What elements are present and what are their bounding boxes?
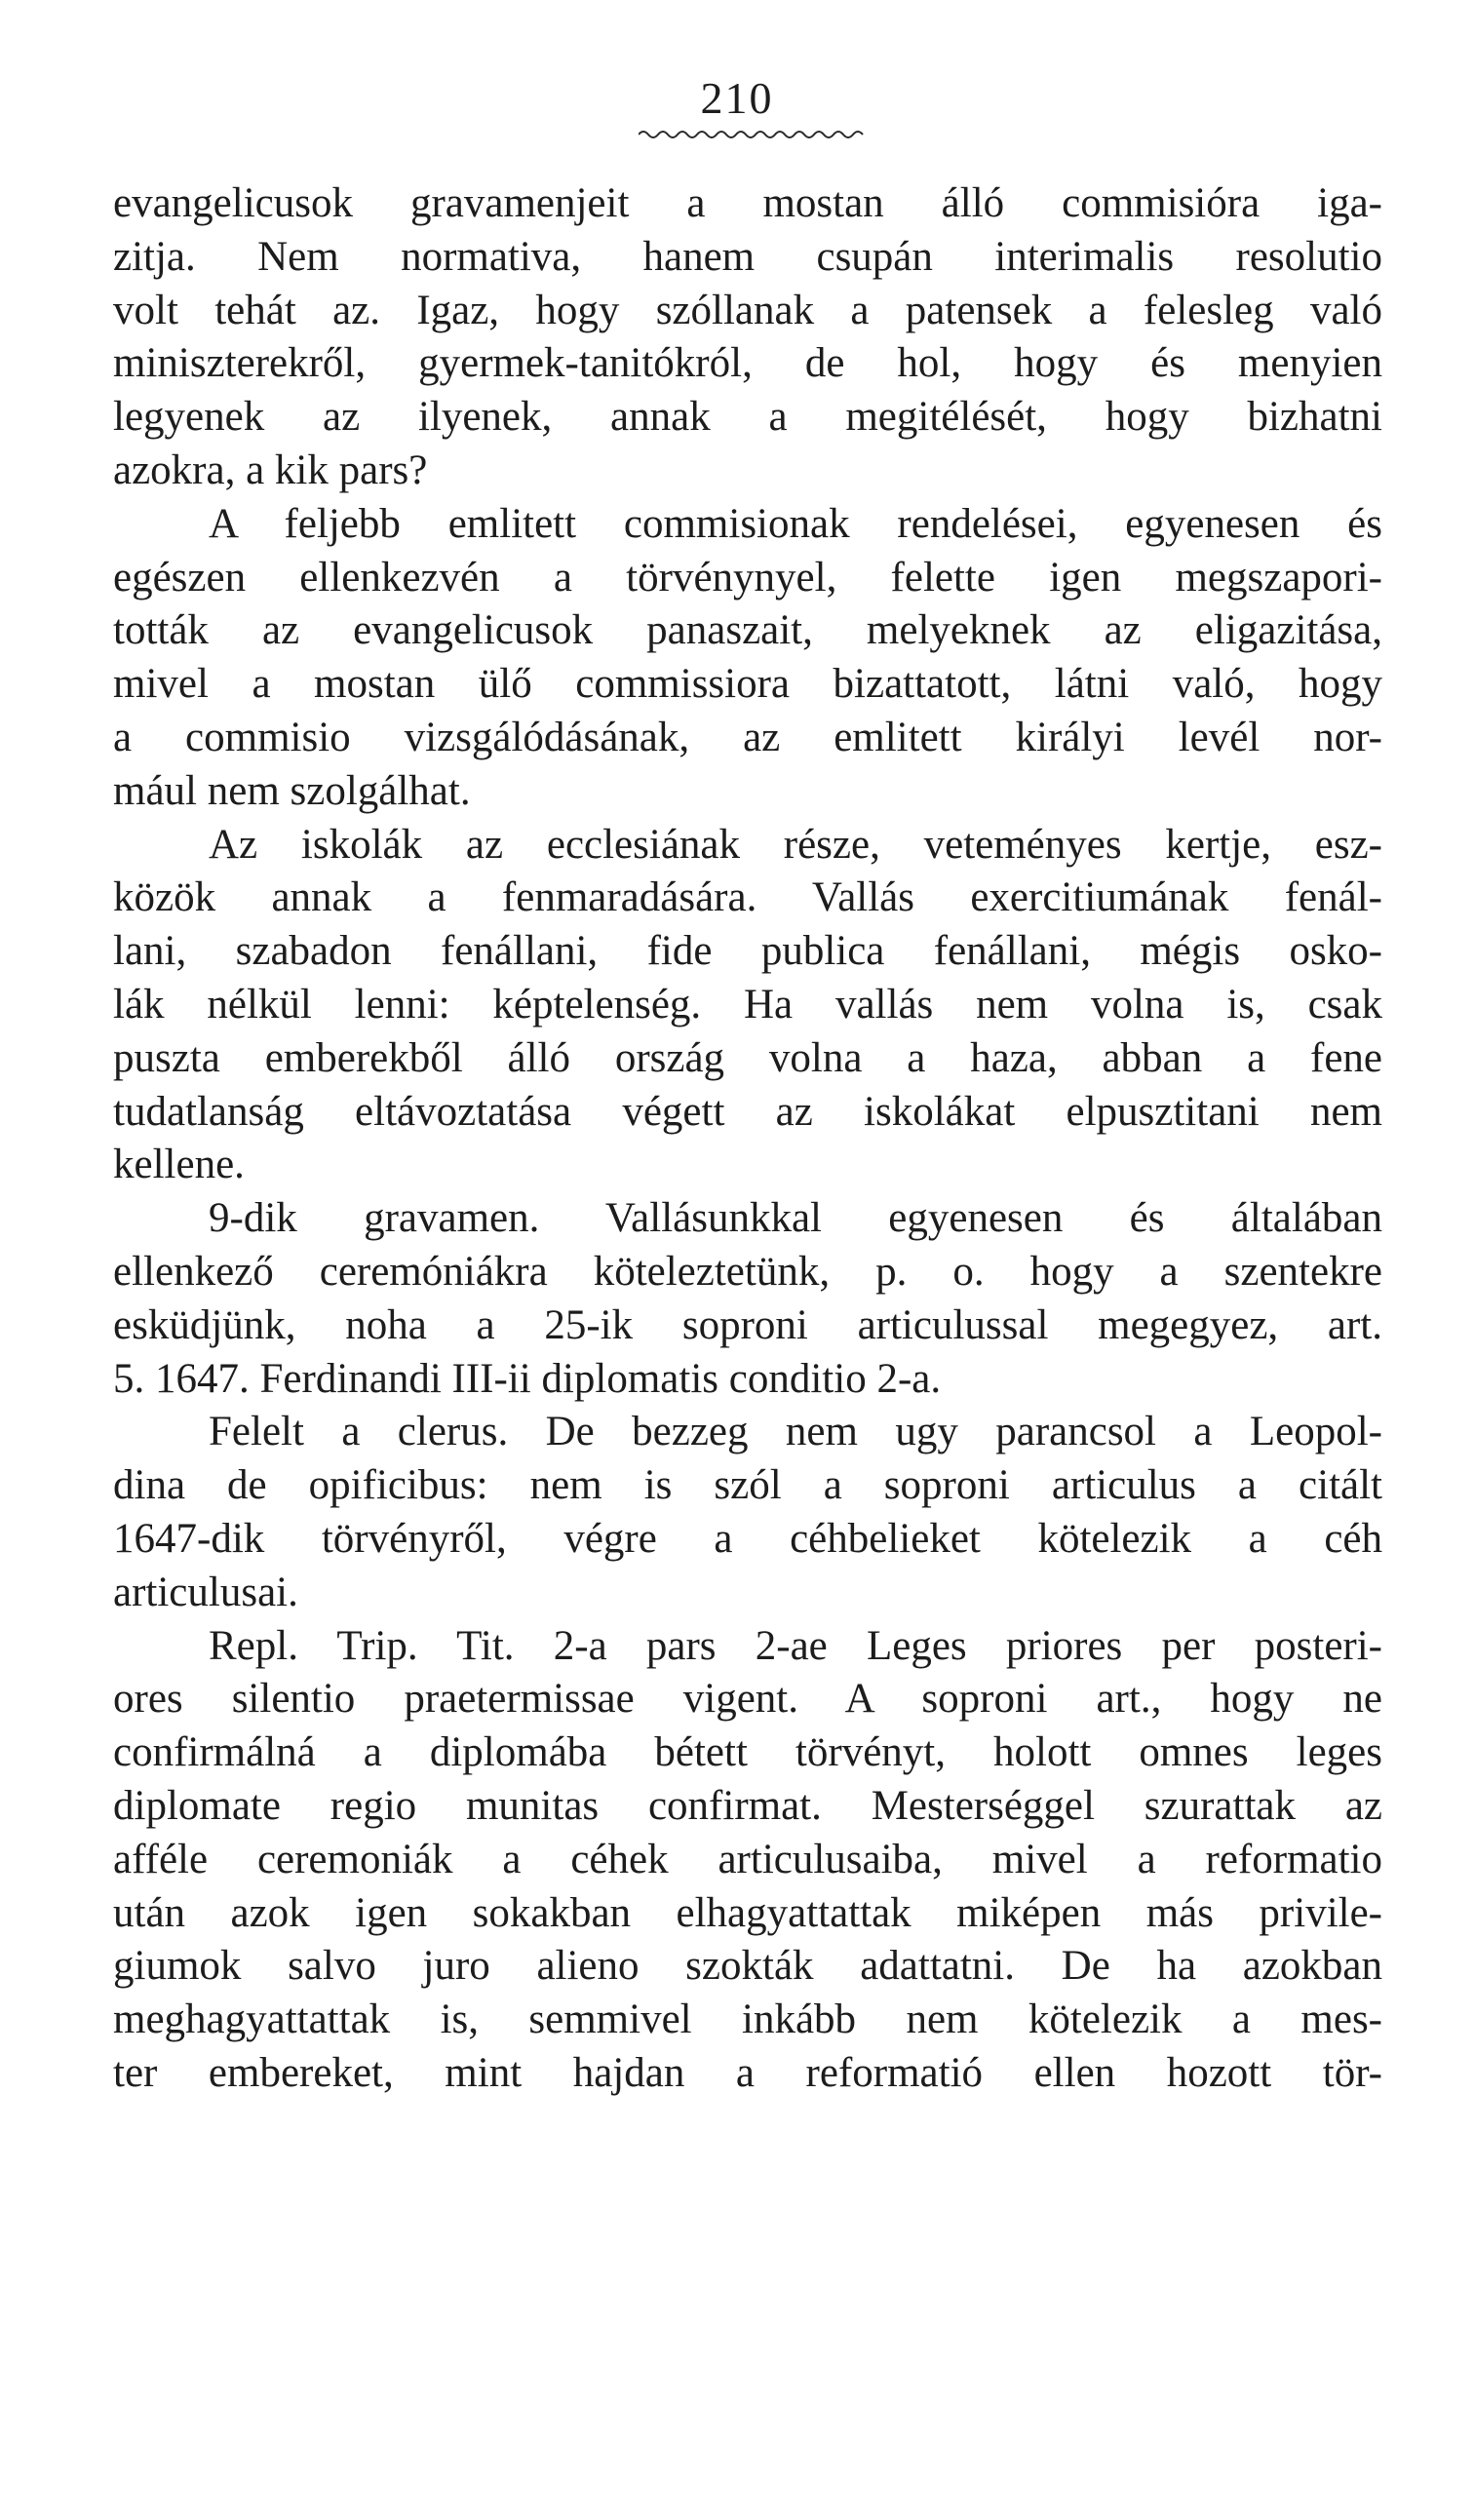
wavy-rule-ornament	[639, 129, 865, 140]
text-line: mivel a mostan ülő commissiora bizattatott, látni való, hogy	[113, 661, 1382, 708]
text-line: Repl. Trip. Tit. 2-a pars 2-ae Leges priores per posteri-	[209, 1622, 1382, 1669]
text-line: puszta emberekből álló ország volna a haza, abban a fene	[113, 1034, 1382, 1081]
text-line: giumok salvo juro alieno szokták adattatni. De ha azokban	[113, 1943, 1382, 1990]
text-line: meghagyattattak is, semmivel inkább nem kötelezik a mes-	[113, 1997, 1382, 2043]
text-line: a commisio vizsgálódásának, az emlitett királyi levél nor-	[113, 714, 1382, 760]
text-line: zitja. Nem normativa, hanem csupán interimalis resolutio	[113, 233, 1382, 280]
text-line: azokra, a kik pars?	[113, 446, 428, 493]
body-text	[113, 177, 1382, 2101]
text-line: lák nélkül lenni: képtelenség. Ha vallás nem volna is, csak	[113, 981, 1382, 1027]
text-line: 1647-dik törvényről, végre a céhbelieket kötelezik a céh	[113, 1515, 1382, 1562]
text-line: után azok igen sokakban elhagyattattak miképen más privile-	[113, 1889, 1382, 1936]
text-line: dina de opificibus: nem is szól a soproni articulus a citált	[113, 1462, 1382, 1509]
text-line: A feljebb emlitett commisionak rendelései, egyenesen és	[209, 500, 1382, 547]
text-line: diplomate regio munitas confirmat. Mesterséggel szurattak az	[113, 1782, 1382, 1829]
text-line: articulusai.	[113, 1569, 298, 1615]
text-line: egészen ellenkezvén a törvénynyel, felette igen megszapori-	[113, 554, 1382, 601]
text-line: mául nem szolgálhat.	[113, 767, 471, 814]
text-line: Az iskolák az ecclesiának része, veteményes kertje, esz-	[209, 821, 1382, 868]
text-line: ellenkező ceremóniákra köteleztetünk, p. o. hogy a szentekre	[113, 1248, 1382, 1295]
page-number: 210	[700, 73, 774, 123]
text-line: ter embereket, mint hajdan a reformatió ellen hozott tör-	[113, 2049, 1382, 2096]
text-line: kellene.	[113, 1142, 245, 1188]
text-line: miniszterekről, gyermek-tanitókról, de hol, hogy és menyien	[113, 340, 1382, 387]
text-line: volt tehát az. Igaz, hogy szóllanak a patensek a felesleg való	[113, 287, 1382, 333]
text-line: afféle ceremoniák a céhek articulusaiba, mivel a reformatio	[113, 1836, 1382, 1882]
text-line: legyenek az ilyenek, annak a megitélését, hogy bizhatni	[113, 394, 1382, 441]
text-line: tották az evangelicusok panaszait, melyeknek az eligazitása,	[113, 607, 1382, 654]
text-line: lani, szabadon fenállani, fide publica fenállani, mégis osko-	[113, 928, 1382, 975]
page-header	[0, 73, 1474, 123]
text-line: ores silentio praetermissae vigent. A soproni art., hogy ne	[113, 1676, 1382, 1723]
text-line: 9-dik gravamen. Vallásunkkal egyenesen és általában	[209, 1195, 1382, 1242]
text-line: confirmálná a diplomába bétett törvényt, holott omnes leges	[113, 1729, 1382, 1776]
text-line: 5. 1647. Ferdinandi III-ii diplomatis conditio 2-a.	[113, 1355, 942, 1402]
text-line: közök annak a fenmaradására. Vallás exercitiumának fenál-	[113, 874, 1382, 921]
text-line: esküdjünk, noha a 25-ik soproni articulussal megegyez, art.	[113, 1301, 1382, 1348]
text-line: tudatlanság eltávoztatása végett az iskolákat elpusztitani nem	[113, 1088, 1382, 1135]
text-line: evangelicusok gravamenjeit a mostan álló commisióra iga-	[113, 180, 1382, 226]
text-line: Felelt a clerus. De bezzeg nem ugy parancsol a Leopol-	[209, 1409, 1382, 1455]
